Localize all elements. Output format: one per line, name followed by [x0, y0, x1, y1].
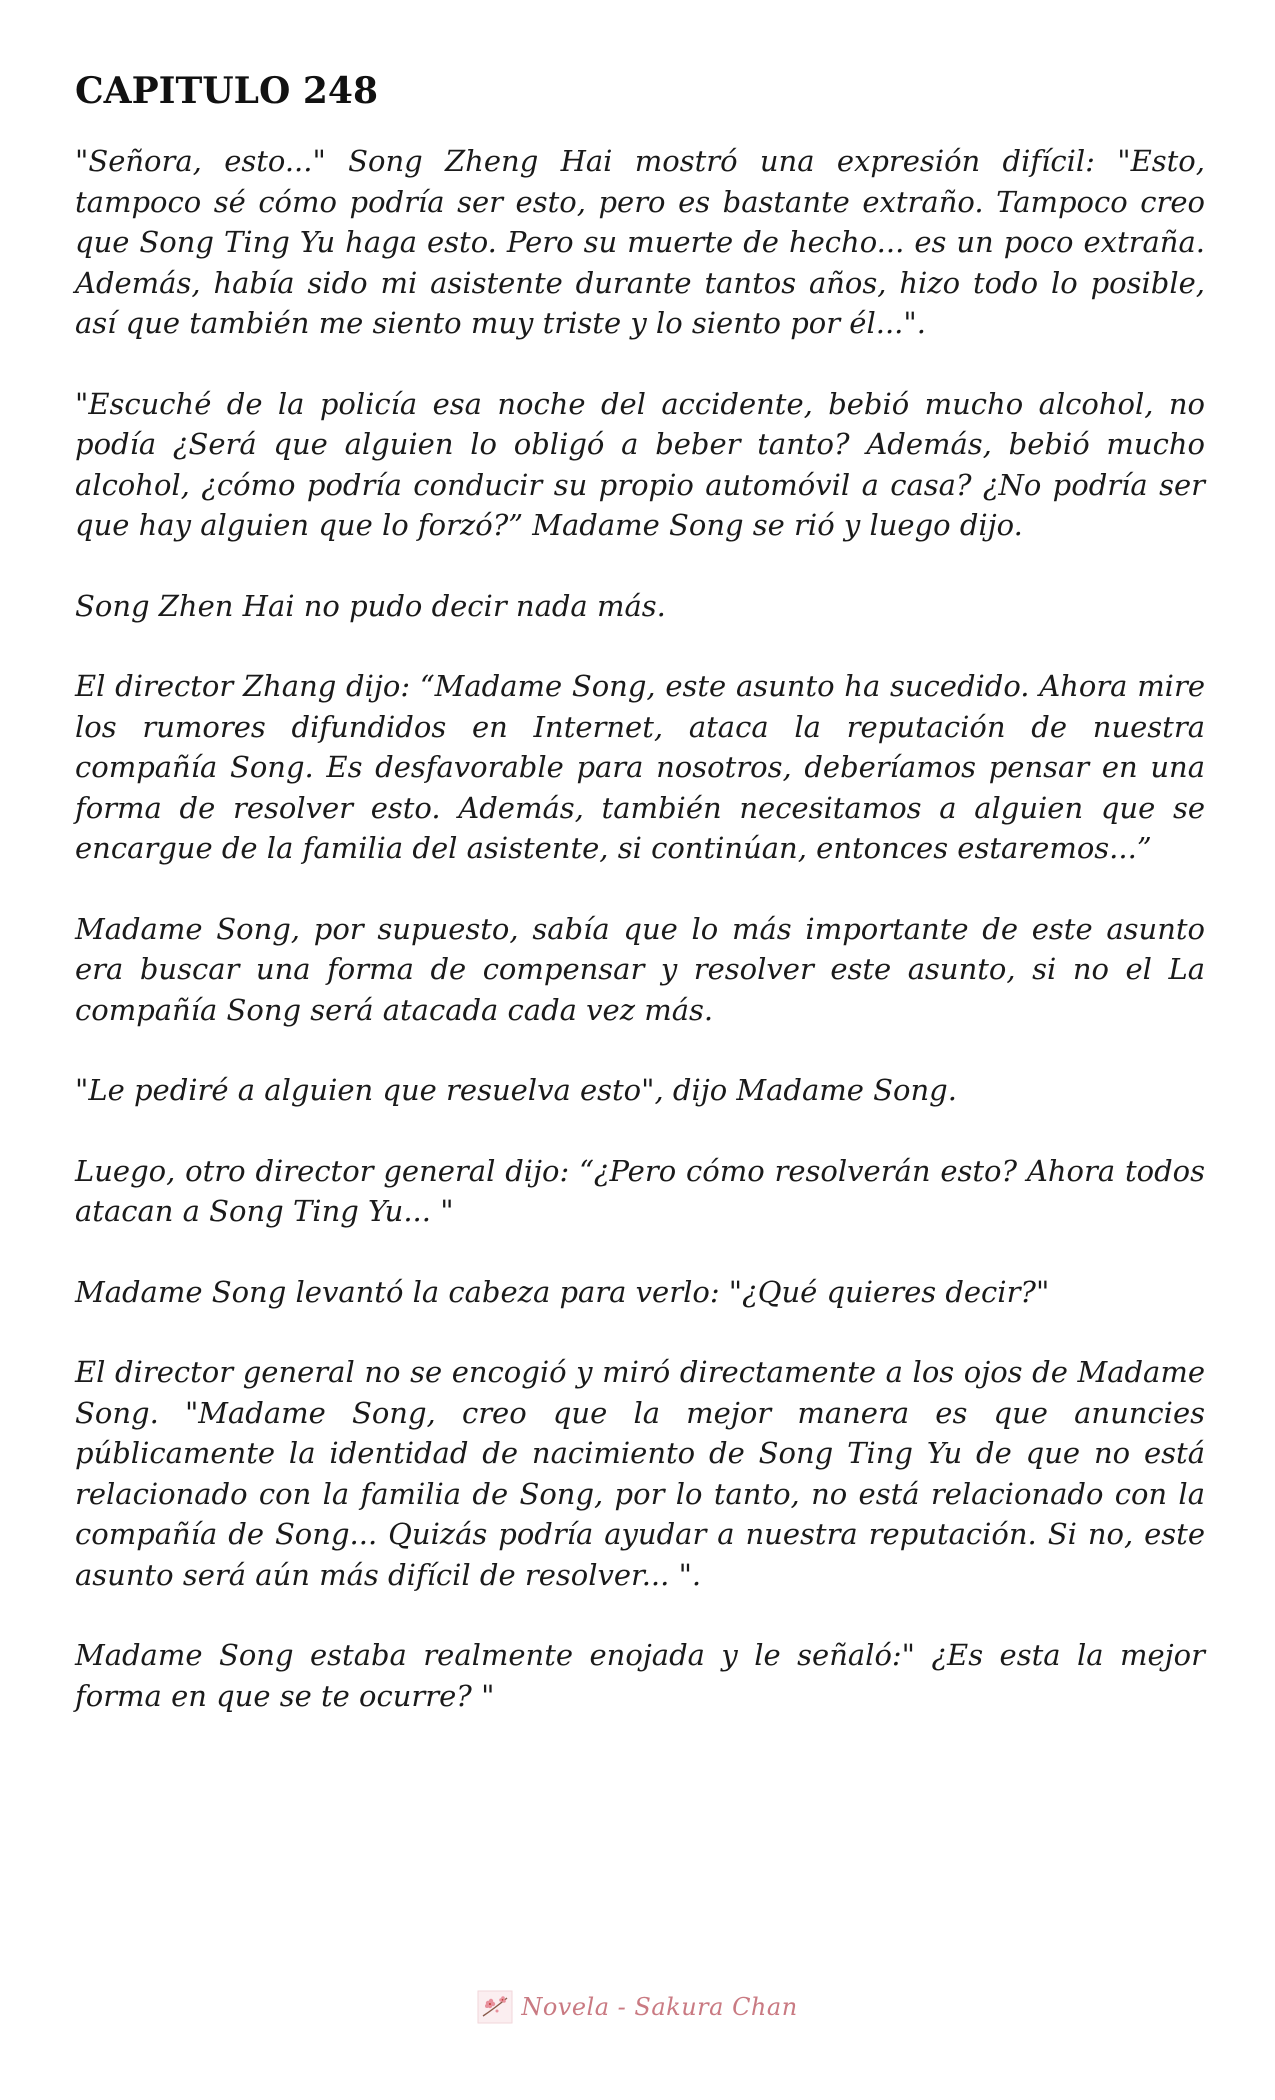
document-page [75, 70, 1205, 1756]
paragraph: Song Zhen Hai no pudo decir nada más. [75, 588, 666, 623]
paragraph: Madame Song levantó la cabeza para verlo: "¿Qué quieres decir?" [75, 1274, 1050, 1309]
footer-text: Novela - Sakura Chan [521, 1993, 798, 2021]
paragraph: "Señora, esto..." Song Zheng Hai mostró una expresión difícil: "Esto, tampoco sé cómo podría ser esto, pero es bastante extraño. Tampoco creo que Song Ting Yu haga esto. Pero su muerte de hecho... es un poco extraña. Además, había sido mi asistente durante tantos años, hizo todo lo posible, así que también me siento muy triste y lo siento por él...". [75, 144, 1205, 341]
footer-watermark [0, 1990, 1275, 2029]
paragraph: Madame Song, por supuesto, sabía que lo más importante de este asunto era buscar una forma de compensar y resolver este asunto, si no el La compañía Song será atacada cada vez más. [75, 911, 1205, 1027]
chapter-title: CAPITULO 248 [75, 70, 379, 112]
paragraph: Luego, otro director general dijo: “¿Pero cómo resolverán esto? Ahora todos atacan a Song Ting Yu... " [75, 1153, 1205, 1229]
paragraph: El director Zhang dijo: “Madame Song, este asunto ha sucedido. Ahora mire los rumores difundidos en Internet, ataca la reputación de nuestra compañía Song. Es desfavorable para nosotros, deberíamos pensar en una forma de resolver esto. Además, también necesitamos a alguien que se encargue de la familia del asistente, si continúan, entonces estaremos...” [75, 669, 1205, 866]
paragraph: Madame Song estaba realmente enojada y le señaló:" ¿Es esta la mejor forma en que se te ocurre? " [75, 1638, 1205, 1713]
paragraph: "Le pediré a alguien que resuelva esto", dijo Madame Song. [75, 1073, 957, 1108]
paragraph: "Escuché de la policía esa noche del accidente, bebió mucho alcohol, no podía ¿Será que alguien lo obligó a beber tanto? Además, bebió mucho alcohol, ¿cómo podría conducir su propio automóvil a casa? ¿No podría ser que hay alguien que lo forzó?” Madame Song se rió y luego dijo. [75, 386, 1205, 543]
cherry-blossom-icon [477, 1990, 513, 2024]
paragraph: El director general no se encogió y miró directamente a los ojos de Madame Song. "Madame Song, creo que la mejor manera es que anuncies públicamente la identidad de nacimiento de Song Ting Yu de que no está relacionado con la familia de Song, por lo tanto, no está relacionado con la compañía de Song... Quizás podría ayudar a nuestra reputación. Si no, este asunto será aún más difícil de resolver... ". [75, 1355, 1205, 1592]
